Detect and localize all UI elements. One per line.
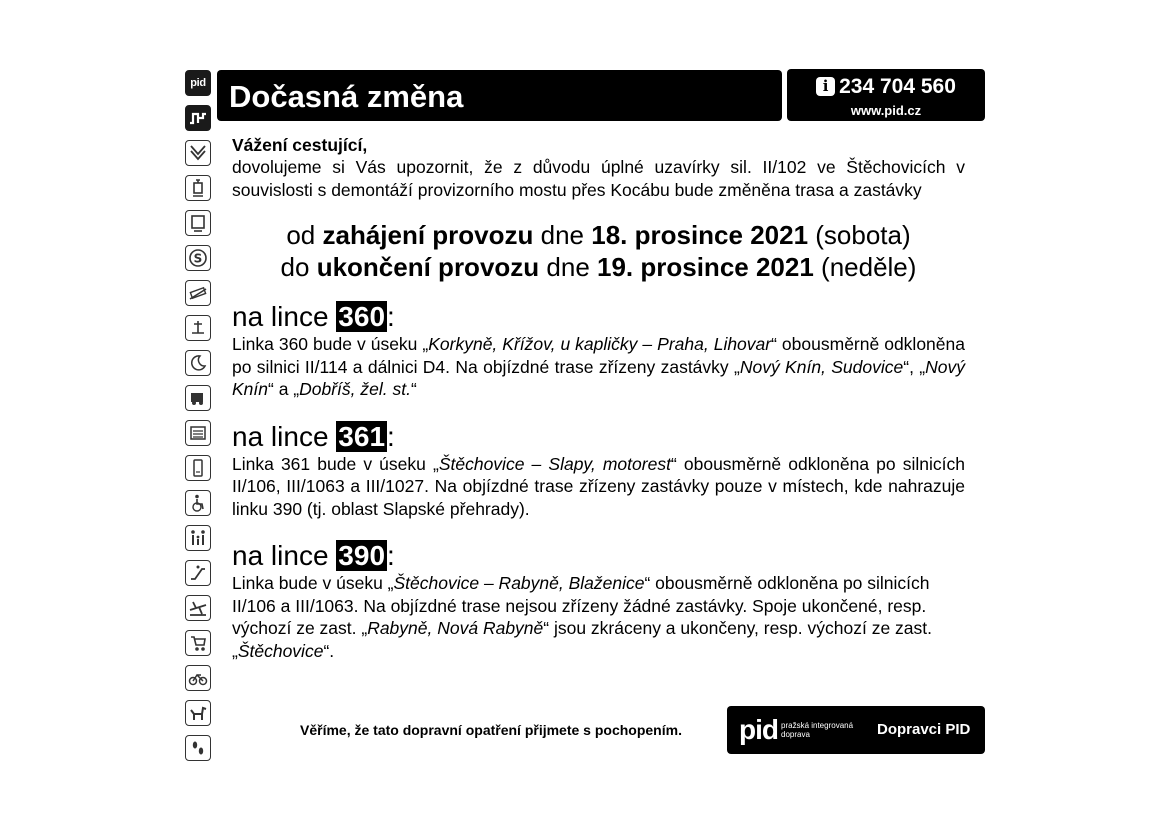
pid-logo-icon [185, 70, 211, 96]
train-icon [185, 210, 211, 236]
line-390-section [232, 540, 965, 662]
line-heading-prefix: na lince [232, 420, 337, 452]
phone-icon [185, 455, 211, 481]
notice-content [232, 134, 965, 662]
line-heading-suffix: : [387, 301, 395, 332]
ferry-anchor-icon [185, 315, 211, 341]
wheelchair-icon [185, 490, 211, 516]
ferry-s-icon [185, 245, 211, 271]
line-360-heading [232, 301, 965, 333]
line-360-text: Linka 360 bude v úseku „Korkyně, Křížov, u kapličky – Praha, Lihovar“ obousměrně odkloněna po silnici II/114 a dálnici D4. Na objízdné trase zřízeny zastávky „Nový Knín, Sudovice“, „Nový Knín“ a „Dobříš, žel. st.“ [232, 334, 966, 399]
website-link[interactable]: www.pid.cz [850, 103, 922, 118]
pid-logo-text: pid [190, 77, 206, 89]
date-from-event: zahájení provozu [322, 220, 534, 250]
line-heading-prefix: na lince [232, 301, 337, 332]
line-361-badge: 361 [338, 420, 386, 452]
title-banner [217, 70, 782, 121]
metro-icon [185, 140, 211, 166]
line-360-badge: 360 [338, 301, 386, 332]
airport-icon [185, 595, 211, 621]
bus-icon [185, 105, 211, 131]
line-361-heading [232, 421, 965, 453]
contact-box [787, 69, 985, 121]
operator-label: Dopravci PID [877, 721, 971, 738]
page-title: Dočasná změna [229, 79, 464, 114]
phone-number: 234 704 560 [839, 75, 956, 98]
date-from-day: (sobota) [808, 220, 911, 250]
date-from [232, 219, 965, 251]
line-361-section [232, 421, 965, 521]
date-to [232, 251, 965, 283]
night-icon [185, 350, 211, 376]
line-heading-suffix: : [387, 540, 395, 571]
intro-text: dovolujeme si Vás upozornit, že z důvodu úplné uzavírky sil. II/102 ve Štěchovicích v souvislosti s demontáží provizorního mostu přes Kocábu bude změněna trasa a zastávky [232, 157, 965, 200]
line-390-heading [232, 540, 965, 572]
family-icon [185, 525, 211, 551]
line-361-text: Linka 361 bude v úseku „Štěchovice – Slapy, motorest“ obousměrně odkloněna po silnicích II/106, III/1063 a III/1027. Na objízdné trase zřízeny zastávky pouze v místech, kde nahrazuje linku 390 (tj. oblast Slapské přehrady). [232, 453, 965, 519]
greeting: Vážení cestující, [232, 135, 368, 155]
date-to-pre: do [280, 252, 317, 282]
date-from-pre: od [286, 220, 323, 250]
line-360-section [232, 301, 965, 401]
stroller-icon [185, 630, 211, 656]
bicycle-icon [185, 665, 211, 691]
validity-dates [232, 219, 965, 283]
svg-text:S: S [193, 251, 203, 266]
info-icon: i [816, 77, 835, 96]
ticket-machine-icon [185, 420, 211, 446]
microbus-icon [185, 385, 211, 411]
date-to-event: ukončení provozu [316, 252, 540, 282]
hotline [787, 75, 985, 99]
date-from-date: 18. prosince 2021 [591, 220, 809, 250]
tram-icon [185, 175, 211, 201]
date-to-date: 19. prosince 2021 [597, 252, 814, 282]
date-to-mid: dne [539, 252, 597, 282]
line-390-badge: 390 [338, 540, 386, 571]
line-heading-suffix: : [387, 420, 395, 452]
line-heading-prefix: na lince [232, 540, 337, 571]
funicular-icon [185, 280, 211, 306]
escalator-icon [185, 560, 211, 586]
footsteps-icon [185, 735, 211, 761]
pid-operator-logo [727, 706, 985, 754]
dog-icon [185, 700, 211, 726]
pid-logo-big: pid [739, 714, 778, 745]
date-to-day: (neděle) [813, 252, 917, 282]
line-390-text: Linka bude v úseku „Štěchovice – Rabyně, Blaženice“ obousměrně odkloněna po silnicích II/106 a III/1063. Na objízdné trase nejsou zřízeny žádné zastávky. Spoje ukončené, resp. výchozí ze zast. „Rabyně, Nová Rabyně“ jsou zkráceny a ukončeny, resp. výchozí ze zast. „Štěchovice“. [232, 573, 932, 661]
date-from-mid: dne [533, 220, 592, 250]
pid-logo-subtitle: pražská integrovaná doprava [781, 721, 854, 739]
footer-message: Věříme, že tato dopravní opatření přijmete s pochopením. [300, 722, 682, 738]
